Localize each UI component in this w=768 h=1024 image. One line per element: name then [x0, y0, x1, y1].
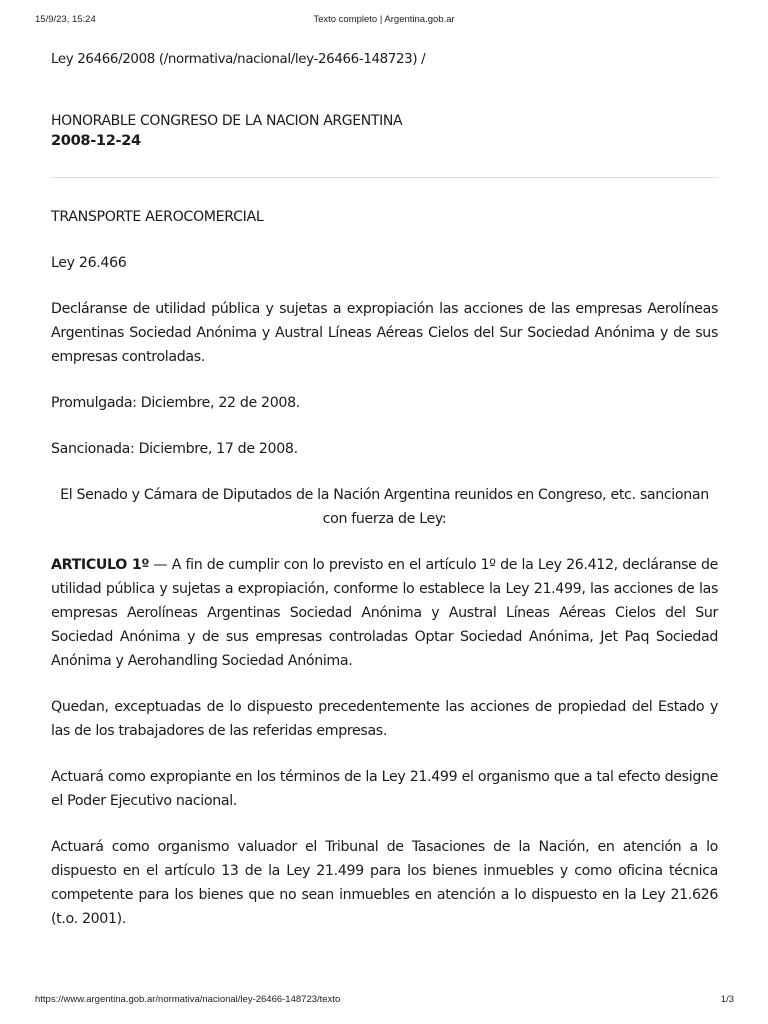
article-1-text: — A fin de cumplir con lo previsto en el artículo 1º de la Ley 26.412, decláranse de utilidad pública y sujetas a expropiación, conforme lo establece la Ley 21.499, las acciones de las empresas Aerolíneas Argentinas Sociedad Anónima y Austral Líneas Aéreas Cielos del Sur Sociedad Anónima y de sus empresas controladas Optar Sociedad Anónima, Jet Paq Sociedad Anónima y Aerohandling Sociedad Anónima.	[51, 557, 718, 669]
promulgation-date: Promulgada: Diciembre, 22 de 2008.	[51, 395, 300, 411]
issuing-organism: HONORABLE CONGRESO DE LA NACION ARGENTINA	[51, 113, 403, 129]
sanction-date: Sancionada: Diciembre, 17 de 2008.	[51, 441, 298, 457]
print-footer	[0, 994, 768, 1008]
divider	[51, 177, 718, 178]
print-header	[0, 14, 768, 28]
enactment-formula: El Senado y Cámara de Diputados de la Nación Argentina reunidos en Congreso, etc. sancionan con fuerza de Ley:	[60, 487, 709, 527]
print-url: https://www.argentina.gob.ar/normativa/nacional/ley-26466-148723/texto	[35, 994, 341, 1005]
page-indicator: 1/3	[720, 994, 734, 1005]
paragraph-expropriator: Actuará como expropiante en los términos de la Ley 21.499 el organismo que a tal efecto designe el Poder Ejecutivo nacional.	[51, 769, 718, 809]
topic-heading: TRANSPORTE AEROCOMERCIAL	[51, 209, 264, 225]
paragraph-valuator: Actuará como organismo valuador el Tribunal de Tasaciones de la Nación, en atención a lo dispuesto en el artículo 13 de la Ley 21.499 para los bienes inmuebles y como oficina técnica competente para los bienes que no sean inmuebles en atención a lo dispuesto en la Ley 21.626 (t.o. 2001).	[51, 839, 718, 927]
breadcrumb-separator: /	[421, 52, 426, 67]
publication-date: 2008-12-24	[51, 132, 141, 149]
document-content	[51, 50, 718, 931]
law-number: Ley 26.466	[51, 255, 127, 271]
print-page-title: Texto completo | Argentina.gob.ar	[313, 14, 455, 25]
breadcrumb-law-link[interactable]: Ley 26466/2008 (/normativa/nacional/ley-26466-148723)	[51, 52, 418, 67]
article-1-title: ARTICULO 1º	[51, 557, 149, 573]
breadcrumb	[51, 50, 718, 70]
print-datetime: 15/9/23, 15:24	[35, 14, 96, 25]
law-summary: Decláranse de utilidad pública y sujetas a expropiación las acciones de las empresas Aerolíneas Argentinas Sociedad Anónima y Austral Líneas Aéreas Cielos del Sur Sociedad Anónima y de sus empresas controladas.	[51, 301, 718, 365]
article-1	[51, 553, 718, 673]
paragraph-exceptions: Quedan, exceptuadas de lo dispuesto precedentemente las acciones de propiedad del Estado y las de los trabajadores de las referidas empresas.	[51, 699, 718, 739]
